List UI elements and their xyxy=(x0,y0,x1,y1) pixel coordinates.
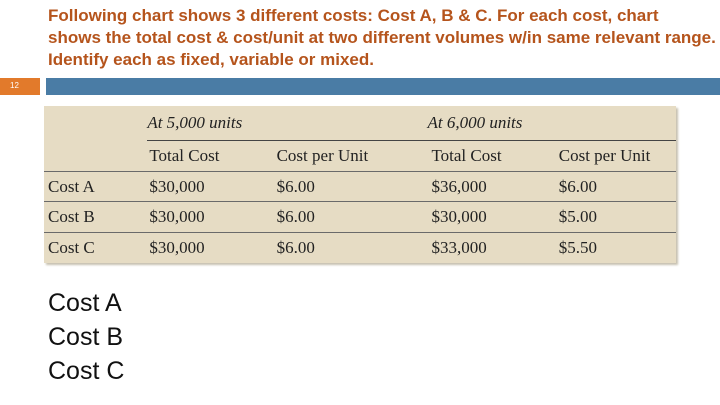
table-cell: $6.00 xyxy=(276,238,315,258)
table-row-cost-b xyxy=(44,202,676,233)
group-header-row xyxy=(44,106,676,140)
table-row-cost-c xyxy=(44,233,676,263)
table-cell: $33,000 xyxy=(431,238,487,258)
cost-table xyxy=(44,106,676,263)
table-cell: $30,000 xyxy=(147,202,276,233)
table-cell: $5.50 xyxy=(558,238,597,258)
group-header-6000: At 6,000 units xyxy=(427,106,676,140)
table-cell: $36,000 xyxy=(427,171,558,202)
group-header-5000: At 5,000 units xyxy=(147,106,427,140)
col-header-total-cost-5000: Total Cost xyxy=(147,140,276,171)
slide-number: 12 xyxy=(10,81,19,90)
row-label: Cost C xyxy=(48,238,95,258)
slide-title: Following chart shows 3 different costs: Cost A, B & C. For each cost, chart shows the total cost & cost/unit at two different volumes w/in same relevant range. Identify each as fixed, variable or mixed. xyxy=(48,6,716,69)
answer-list xyxy=(48,286,124,388)
table-cell: $30,000 xyxy=(149,238,205,258)
col-header-unit-cost-5000: Cost per Unit xyxy=(277,140,428,171)
accent-bar-right xyxy=(46,78,720,95)
row-label: Cost A xyxy=(44,171,147,202)
answer-item-cost-c: Cost C xyxy=(48,357,125,385)
row-label-header xyxy=(44,140,147,171)
answer-item-cost-a: Cost A xyxy=(48,289,122,317)
table-cell: $6.00 xyxy=(559,171,676,202)
col-header-unit-cost-6000: Cost per Unit xyxy=(559,140,676,171)
table-cell: $30,000 xyxy=(427,202,558,233)
table-cell: $6.00 xyxy=(277,171,428,202)
table-cell: $5.00 xyxy=(559,202,676,233)
table-cell: $30,000 xyxy=(147,171,276,202)
table-row-cost-a xyxy=(44,171,676,202)
cost-table-image xyxy=(44,106,676,263)
column-header-row xyxy=(44,140,676,171)
col-header-total-cost-6000: Total Cost xyxy=(427,140,558,171)
row-label: Cost B xyxy=(44,202,147,233)
table-cell: $6.00 xyxy=(277,202,428,233)
corner-cell xyxy=(44,106,147,140)
answer-item-cost-b: Cost B xyxy=(48,323,124,351)
